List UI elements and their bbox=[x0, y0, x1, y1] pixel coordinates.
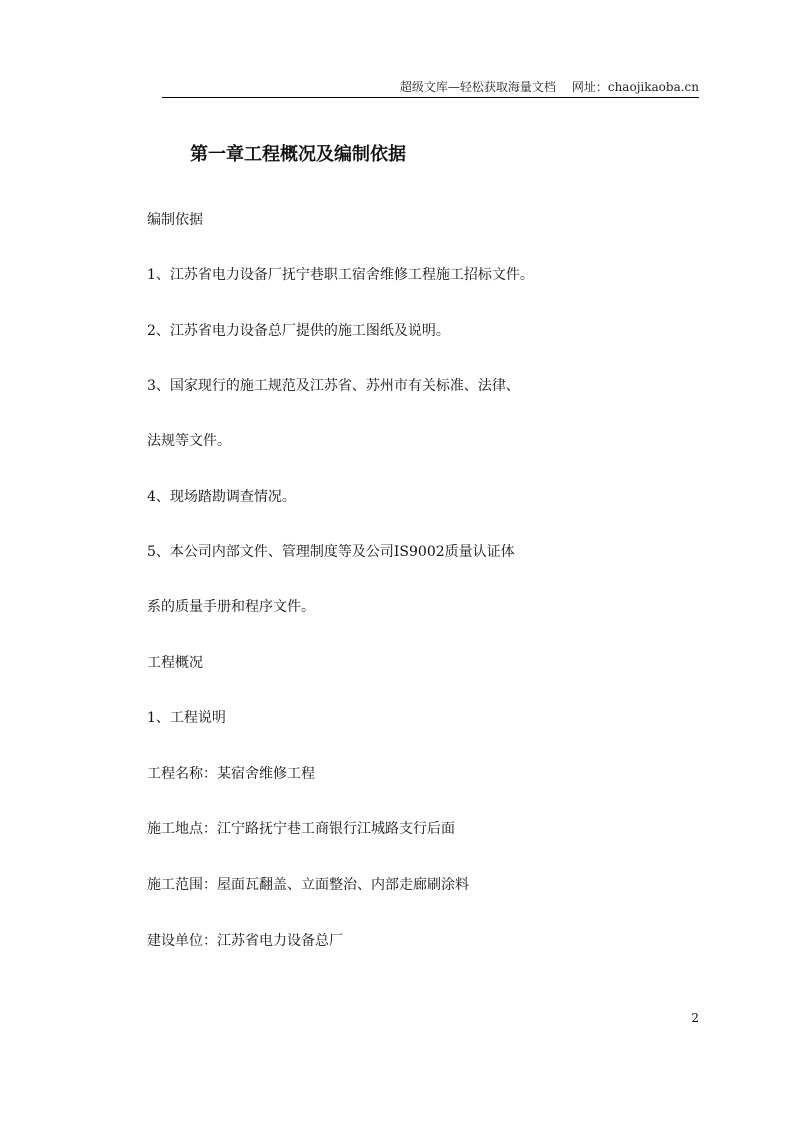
header-site-name: 超级文库—轻松获取海量文档 bbox=[399, 80, 556, 94]
paragraph-line: 4、现场踏勘调查情况。 bbox=[147, 489, 296, 505]
section-heading-overview: 工程概况 bbox=[147, 655, 203, 671]
section-heading-basis: 编制依据 bbox=[147, 212, 203, 228]
paragraph-line: 系的质量手册和程序文件。 bbox=[147, 599, 315, 615]
paragraph-line: 1、工程说明 bbox=[147, 710, 226, 726]
paragraph-line: 3、国家现行的施工规范及江苏省、苏州市有关标准、法律、 bbox=[147, 378, 520, 394]
paragraph-line: 1、江苏省电力设备厂抚宁巷职工宿舍维修工程施工招标文件。 bbox=[147, 267, 534, 283]
paragraph-line: 法规等文件。 bbox=[147, 433, 231, 449]
paragraph-line: 建设单位：江苏省电力设备总厂 bbox=[147, 933, 343, 949]
page-number: 2 bbox=[691, 1011, 699, 1025]
page-header bbox=[400, 79, 699, 95]
chapter-title: 第一章工程概况及编制依据 bbox=[190, 144, 406, 165]
paragraph-line: 工程名称：某宿舍维修工程 bbox=[147, 766, 315, 782]
header-url-label: 网址： bbox=[571, 80, 608, 94]
paragraph-line: 2、江苏省电力设备总厂提供的施工图纸及说明。 bbox=[147, 323, 450, 339]
header-divider bbox=[162, 97, 699, 98]
paragraph-line: 施工范围：屋面瓦翻盖、立面整治、内部走廊刷涂料 bbox=[147, 877, 469, 893]
paragraph-line: 施工地点：江宁路抚宁巷工商银行江城路支行后面 bbox=[147, 821, 455, 837]
header-url: chaojikaoba.cn bbox=[607, 80, 699, 94]
paragraph-line: 5、本公司内部文件、管理制度等及公司IS9002质量认证体 bbox=[147, 544, 515, 560]
